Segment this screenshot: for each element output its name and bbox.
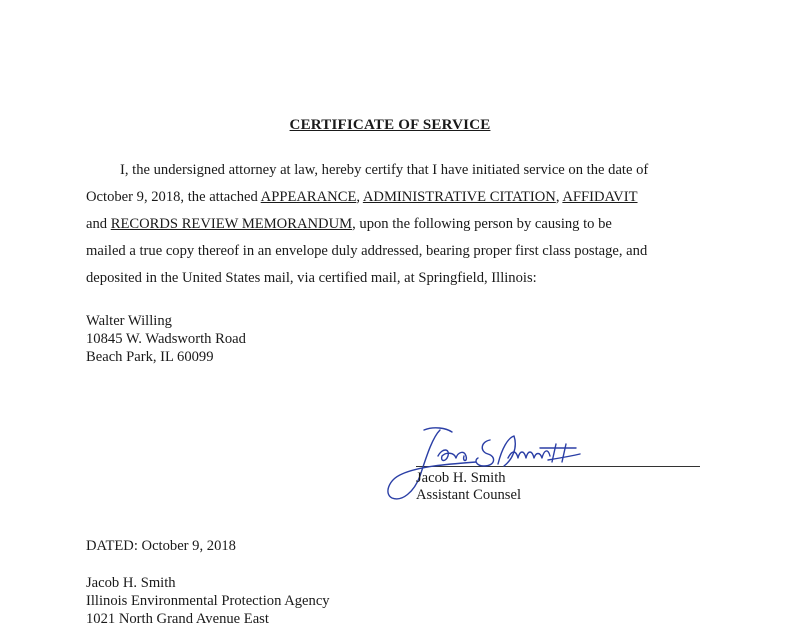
doc-affidavit: AFFIDAVIT [562, 189, 638, 205]
counsel-street: 1021 North Grand Avenue East [86, 611, 269, 627]
dated-line: DATED: October 9, 2018 [86, 538, 236, 554]
recipient-street: 10845 W. Wadsworth Road [86, 331, 246, 347]
recipient-city: Beach Park, IL 60099 [86, 349, 214, 365]
doc-administrative-citation: ADMINISTRATIVE CITATION [362, 189, 556, 205]
body-line-3-prefix: and [86, 216, 111, 232]
signer-title: Assistant Counsel [416, 487, 521, 503]
recipient-name: Walter Willing [86, 313, 172, 329]
body-line-3-suffix: , upon the following person by causing to be [352, 216, 612, 232]
separator-1: , [356, 189, 363, 205]
body-line-4: mailed a true copy thereof in an envelope duly addressed, bearing proper first class postage, and [86, 243, 648, 259]
doc-records-review-memorandum: RECORDS REVIEW MEMORANDUM [110, 216, 353, 232]
body-line-5: deposited in the United States mail, via certified mail, at Springfield, Illinois: [86, 270, 537, 286]
body-line-3 [86, 211, 696, 238]
recipient-address [86, 312, 246, 366]
counsel-name: Jacob H. Smith [86, 575, 176, 591]
body-line-2 [86, 184, 696, 211]
doc-appearance: APPEARANCE [260, 189, 357, 205]
counsel-agency: Illinois Environmental Protection Agency [86, 593, 330, 609]
counsel-address-block [86, 574, 330, 628]
signer-name: Jacob H. Smith [416, 470, 506, 486]
separator-2: , [555, 189, 563, 205]
document-title: CERTIFICATE OF SERVICE [289, 117, 491, 133]
body-line-2-prefix: October 9, 2018, the attached [86, 189, 261, 205]
certification-paragraph [86, 157, 696, 292]
body-line-1: I, the undersigned attorney at law, hereby certify that I have initiated service on the date of [120, 162, 649, 178]
signer-block [416, 470, 521, 504]
